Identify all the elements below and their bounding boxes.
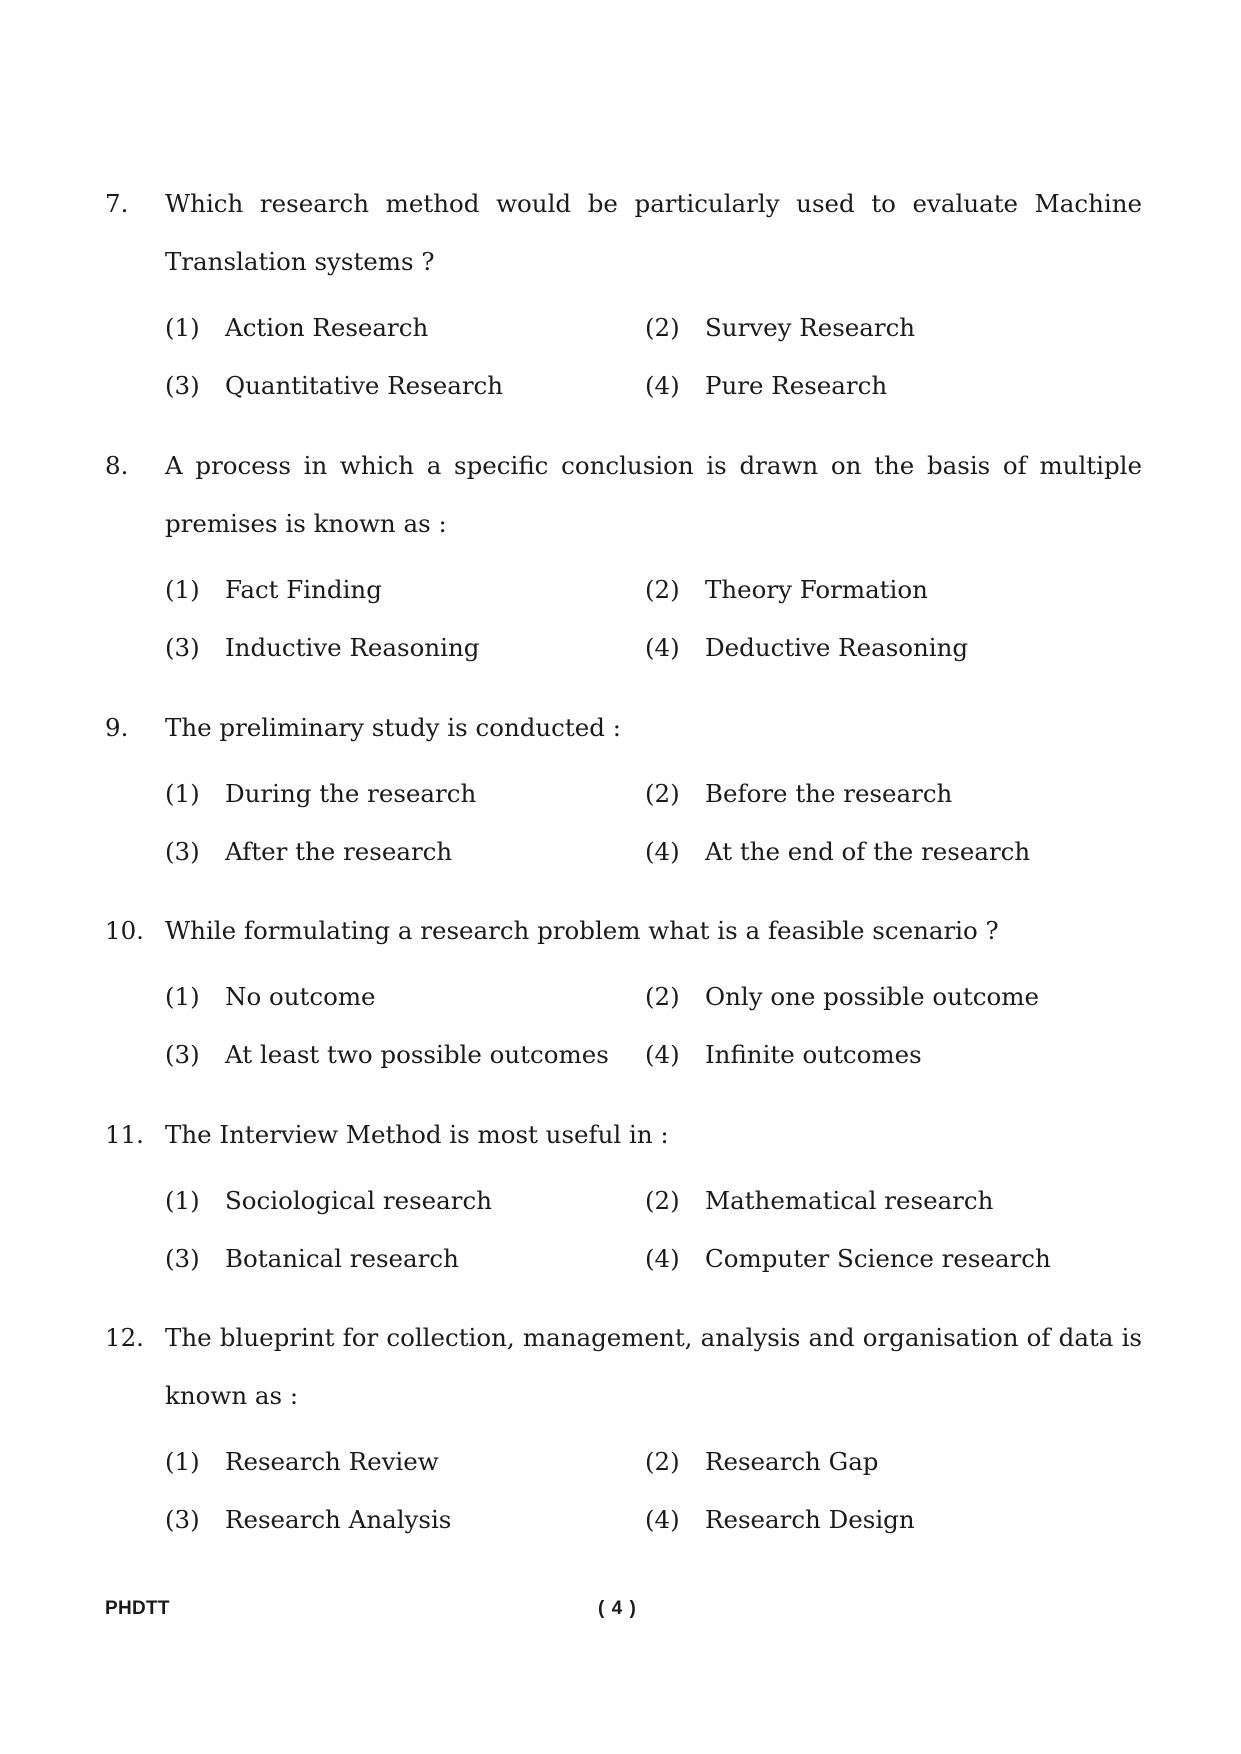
option-number: (1) [165,1447,200,1476]
option-text: Deductive Reasoning [705,633,969,662]
option-number: (4) [645,1244,680,1273]
option-text: After the research [225,837,453,866]
option-text: Pure Research [705,371,888,400]
option-text: Quantitative Research [225,371,504,400]
option-text: Action Research [225,313,429,342]
option-number: (4) [645,837,680,866]
option-number: (3) [165,1244,200,1273]
option-text: Theory Formation [705,575,928,604]
option-text: Computer Science research [705,1244,1051,1273]
question-text: Which research method would be particularly used to evaluate Machine Translation systems ? [165,189,1142,276]
option-number: (2) [645,779,680,808]
option-text: Research Review [225,1447,439,1476]
option-number: (3) [165,633,200,662]
question-text: The blueprint for collection, management, analysis and organisation of data is known as : [165,1323,1142,1410]
option-text: Before the research [705,779,953,808]
option-number: (3) [165,837,200,866]
option-number: (1) [165,982,200,1011]
question-number: 10. [105,916,144,945]
option-number: (1) [165,575,200,604]
option-text: Research Design [705,1505,915,1534]
option-number: (4) [645,633,680,662]
option-number: (4) [645,1040,680,1069]
option-number: (2) [645,313,680,342]
question-text: While formulating a research problem what is a feasible scenario ? [165,916,999,945]
option-text: Fact Finding [225,575,382,604]
question-number: 7. [105,189,129,218]
option-number: (1) [165,779,200,808]
option-text: Inductive Reasoning [225,633,480,662]
option-text: No outcome [225,982,376,1011]
question-number: 11. [105,1120,144,1149]
option-number: (2) [645,1186,680,1215]
option-text: Research Analysis [225,1505,452,1534]
option-text: Sociological research [225,1186,492,1215]
option-text: Survey Research [705,313,916,342]
option-text: Research Gap [705,1447,879,1476]
question-number: 12. [105,1323,144,1352]
option-number: (1) [165,1186,200,1215]
page-number: ( 4 ) [598,1598,637,1619]
option-number: (2) [645,575,680,604]
option-text: At least two possible outcomes [225,1040,609,1069]
option-number: (1) [165,313,200,342]
option-number: (3) [165,1505,200,1534]
option-number: (2) [645,1447,680,1476]
option-number: (4) [645,1505,680,1534]
option-number: (3) [165,371,200,400]
question-text: The preliminary study is conducted : [165,713,621,742]
paper-code: PHDTT [105,1598,170,1619]
option-number: (4) [645,371,680,400]
option-text: Only one possible outcome [705,982,1039,1011]
option-text: During the research [225,779,477,808]
question-number: 9. [105,713,129,742]
question-number: 8. [105,451,129,480]
option-number: (2) [645,982,680,1011]
question-text: A process in which a specific conclusion is drawn on the basis of multiple premises is known as : [165,451,1142,538]
option-text: Infinite outcomes [705,1040,922,1069]
option-text: Mathematical research [705,1186,994,1215]
question-text: The Interview Method is most useful in : [165,1120,669,1149]
option-text: At the end of the research [705,837,1031,866]
option-text: Botanical research [225,1244,459,1273]
option-number: (3) [165,1040,200,1069]
